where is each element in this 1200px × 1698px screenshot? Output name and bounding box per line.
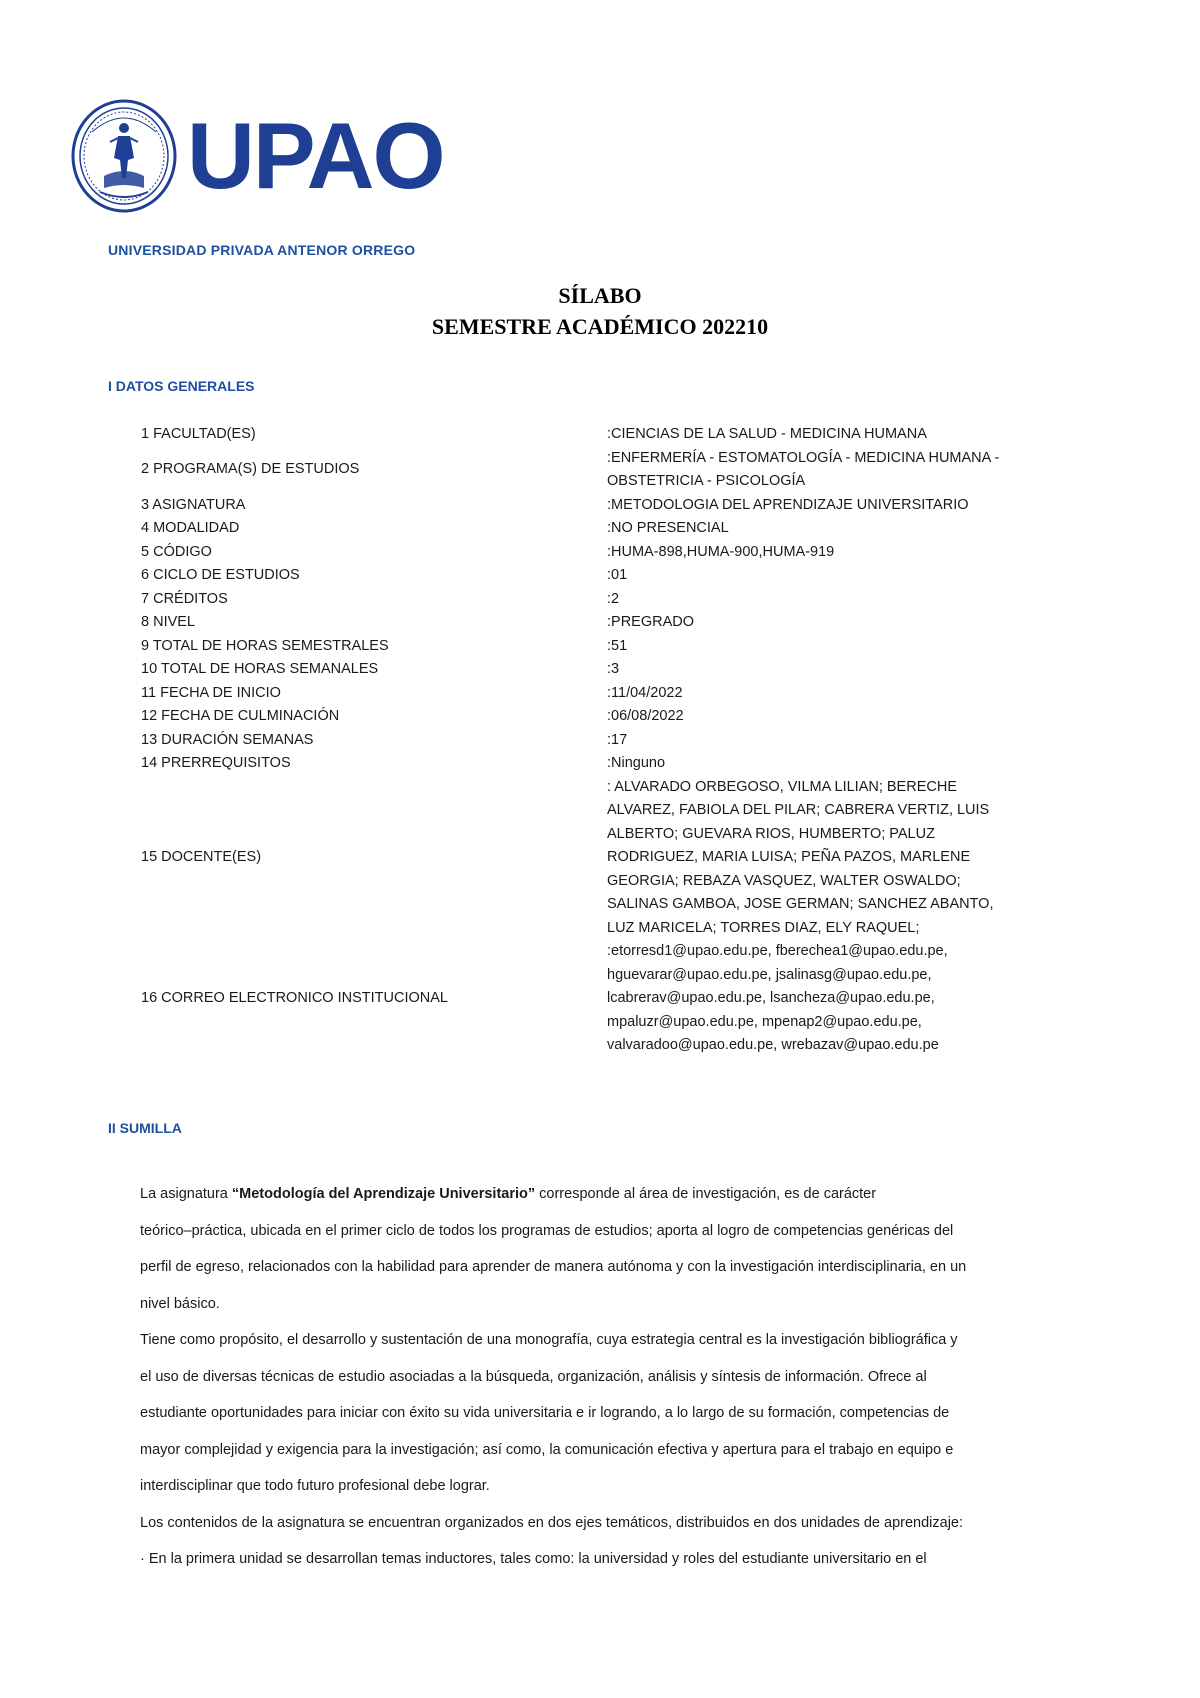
row-value-line: OBSTETRICIA - PSICOLOGÍA xyxy=(607,473,806,489)
row-value-line: :11/04/2022 xyxy=(607,684,683,701)
general-data-row xyxy=(141,494,1081,518)
row-label: 3 ASIGNATURA xyxy=(141,496,246,513)
row-value xyxy=(607,588,1052,612)
general-data-row xyxy=(141,611,1081,635)
paragraph-line: Los contenidos de la asignatura se encuentran organizados en dos ejes temáticos, distribuidos en dos unidades de aprendizaje: xyxy=(140,1514,964,1531)
row-value-line: ALVAREZ, FABIOLA DEL PILAR; CABRERA VERTIZ, LUIS xyxy=(607,802,990,818)
logo-wordmark: UPAO xyxy=(187,103,444,208)
university-name: UNIVERSIDAD PRIVADA ANTENOR ORREGO xyxy=(108,242,416,258)
paragraph-line: mayor complejidad y exigencia para la investigación; así como, la comunicación efectiva y apertura para el trabajo en equipo e xyxy=(140,1441,954,1458)
sumilla-p1-first-line xyxy=(140,1176,1070,1213)
row-value-line: :etorresd1@upao.edu.pe, fberechea1@upao.edu.pe, xyxy=(607,943,948,959)
text-span: La asignatura xyxy=(140,1186,232,1202)
row-value-line: RODRIGUEZ, MARIA LUISA; PEÑA PAZOS, MARLENE xyxy=(607,849,971,865)
row-value-line: :CIENCIAS DE LA SALUD - MEDICINA HUMANA xyxy=(607,426,927,442)
row-value-line: mpaluzr@upao.edu.pe, mpenap2@upao.edu.pe, xyxy=(607,1013,922,1030)
general-data-row xyxy=(141,940,1081,1058)
row-value xyxy=(607,611,1052,635)
row-label: 1 FACULTAD(ES) xyxy=(141,426,256,442)
row-value-line: LUZ MARICELA; TORRES DIAZ, ELY RAQUEL; xyxy=(607,919,920,936)
row-value xyxy=(607,635,1052,659)
row-value xyxy=(607,447,1052,494)
row-value-line: : ALVARADO ORBEGOSO, VILMA LILIAN; BERECHE xyxy=(607,778,957,795)
row-value xyxy=(607,423,1052,447)
general-data-row xyxy=(141,541,1081,565)
row-label: 11 FECHA DE INICIO xyxy=(141,684,281,701)
paragraph-line: interdisciplinar que todo futuro profesional debe lograr. xyxy=(140,1478,490,1494)
row-value-line: :NO PRESENCIAL xyxy=(607,520,729,536)
row-value xyxy=(607,776,1052,941)
row-value xyxy=(607,752,1052,776)
paragraph-line: estudiante oportunidades para iniciar con éxito su vida universitaria e ir logrando, a lo largo de su formación, competencias de xyxy=(140,1405,950,1421)
row-value-line: :17 xyxy=(607,731,628,748)
row-label: 9 TOTAL DE HORAS SEMESTRALES xyxy=(141,637,389,654)
row-value-line: hguevarar@upao.edu.pe, jsalinasg@upao.edu.pe, xyxy=(607,966,932,983)
row-value xyxy=(607,541,1052,565)
row-value-line: GEORGIA; REBAZA VASQUEZ, WALTER OSWALDO; xyxy=(607,872,961,889)
row-label: 7 CRÉDITOS xyxy=(141,590,228,607)
upao-logo xyxy=(70,98,444,218)
paragraph-line: perfil de egreso, relacionados con la habilidad para aprender de manera autónoma y con la investigación interdisciplinaria, en un xyxy=(140,1259,967,1275)
row-value-line: :HUMA-898,HUMA-900,HUMA-919 xyxy=(607,543,835,560)
general-data-row xyxy=(141,658,1081,682)
row-label: 12 FECHA DE CULMINACIÓN xyxy=(141,708,340,724)
row-value-line: lcabrerav@upao.edu.pe, lsancheza@upao.edu.pe, xyxy=(607,990,935,1006)
general-data-row xyxy=(141,682,1081,706)
paragraph-line: nivel básico. xyxy=(140,1295,220,1312)
general-data-row xyxy=(141,423,1081,447)
paragraph-line: Tiene como propósito, el desarrollo y sustentación de una monografía, cuya estrategia central es la investigación bibliográfica y xyxy=(140,1332,958,1348)
row-value xyxy=(607,517,1052,541)
row-value xyxy=(607,658,1052,682)
sumilla-paragraph-1 xyxy=(140,1176,1070,1322)
row-value-line: :01 xyxy=(607,567,628,583)
row-value-line: :PREGRADO xyxy=(607,614,695,630)
row-value-line: :2 xyxy=(607,590,620,607)
university-seal-icon xyxy=(70,98,178,214)
general-data-row xyxy=(141,447,1081,494)
general-data-row xyxy=(141,705,1081,729)
row-value-line: valvaradoo@upao.edu.pe, wrebazav@upao.edu.pe xyxy=(607,1037,939,1053)
row-value-line: SALINAS GAMBOA, JOSE GERMAN; SANCHEZ ABANTO, xyxy=(607,896,994,912)
course-name-bold: “Metodología del Aprendizaje Universitario” xyxy=(231,1186,536,1202)
general-data-row xyxy=(141,517,1081,541)
row-value xyxy=(607,682,1052,706)
text-span: corresponde al área de investigación, es de carácter xyxy=(535,1186,877,1202)
general-data-row xyxy=(141,588,1081,612)
row-value xyxy=(607,940,1052,1058)
sumilla-paragraph-3 xyxy=(140,1505,1070,1578)
paragraph-line: el uso de diversas técnicas de estudio asociadas a la búsqueda, organización, análisis y síntesis de información. Ofrece al xyxy=(140,1368,927,1385)
row-label: 14 PRERREQUISITOS xyxy=(141,755,291,771)
row-label: 16 CORREO ELECTRONICO INSTITUCIONAL xyxy=(141,990,448,1006)
row-value xyxy=(607,729,1052,753)
general-data-row xyxy=(141,729,1081,753)
general-data-row xyxy=(141,564,1081,588)
row-label: 10 TOTAL DE HORAS SEMANALES xyxy=(141,661,379,677)
row-value-line: ALBERTO; GUEVARA RIOS, HUMBERTO; PALUZ xyxy=(607,825,935,842)
section-heading-sumilla: II SUMILLA xyxy=(108,1120,182,1136)
general-data-row xyxy=(141,635,1081,659)
general-data-row xyxy=(141,776,1081,941)
paragraph-line: · En la primera unidad se desarrollan temas inductores, tales como: la universidad y roles del estudiante universitario en el xyxy=(140,1551,927,1567)
sumilla-body xyxy=(140,1176,1070,1578)
section-heading-datos-generales: I DATOS GENERALES xyxy=(108,378,255,394)
paragraph-line: teórico–práctica, ubicada en el primer ciclo de todos los programas de estudios; aporta al logro de competencias genéricas del xyxy=(140,1222,954,1239)
row-label: 2 PROGRAMA(S) DE ESTUDIOS xyxy=(141,461,360,478)
row-value xyxy=(607,705,1052,729)
row-label: 4 MODALIDAD xyxy=(141,520,240,536)
row-label: 6 CICLO DE ESTUDIOS xyxy=(141,567,300,583)
sumilla-paragraph-2 xyxy=(140,1322,1070,1505)
row-label: 5 CÓDIGO xyxy=(141,543,212,560)
row-value-line: :51 xyxy=(607,637,628,654)
row-label: 8 NIVEL xyxy=(141,614,195,630)
row-label: 13 DURACIÓN SEMANAS xyxy=(141,731,314,748)
title-line-2: SEMESTRE ACADÉMICO 202210 xyxy=(431,314,769,339)
row-value-line: :3 xyxy=(607,661,620,677)
title-line-1: SÍLABO xyxy=(558,283,642,308)
row-value-line: :06/08/2022 xyxy=(607,708,684,724)
row-value-line: :ENFERMERÍA - ESTOMATOLOGÍA - MEDICINA HUMANA - xyxy=(607,449,1000,466)
document-title xyxy=(0,280,1200,342)
general-data-table xyxy=(141,423,1081,1058)
row-value xyxy=(607,494,1052,518)
general-data-row xyxy=(141,752,1081,776)
row-label: 15 DOCENTE(ES) xyxy=(141,849,262,865)
row-value-line: :METODOLOGIA DEL APRENDIZAJE UNIVERSITARIO xyxy=(607,496,969,513)
row-value-line: :Ninguno xyxy=(607,755,666,771)
row-value xyxy=(607,564,1052,588)
